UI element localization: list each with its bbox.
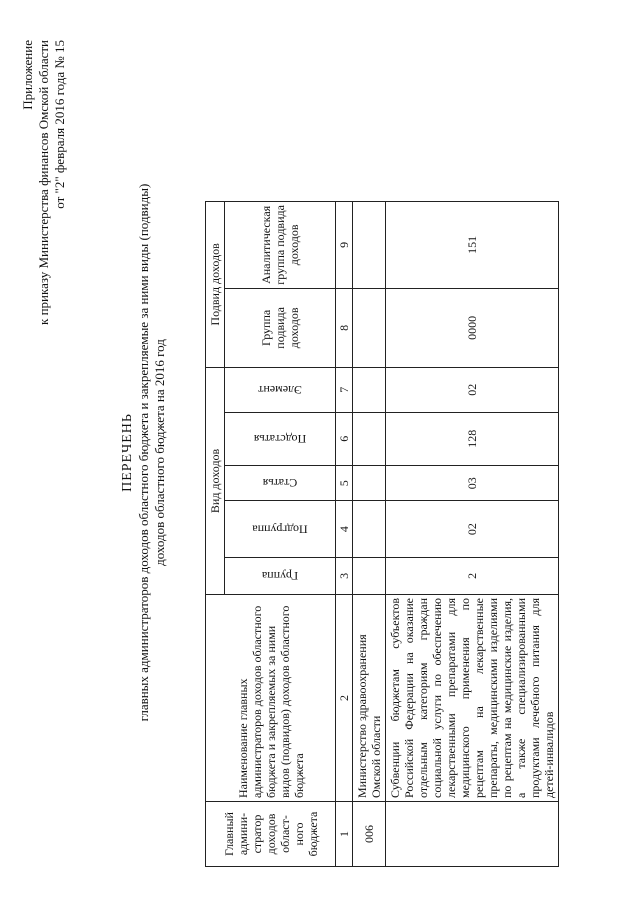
col-num: 7 <box>336 367 353 412</box>
col-num: 6 <box>336 412 353 465</box>
header-vid-group: Вид доходов <box>206 367 225 594</box>
title-line-1: главных администраторов доходов областного бюджета и закрепляемые за ними виды (подвиды) <box>136 183 151 722</box>
header-analytic-group: Аналитическая группа подвида доходов <box>225 201 336 288</box>
header-podstatya: Подстатья <box>225 412 336 465</box>
col-num: 1 <box>336 802 353 867</box>
revenue-table <box>205 201 559 867</box>
document-title <box>120 0 168 905</box>
header-admin: Главный админи-стратор доходов област-ного бюджета <box>206 802 336 867</box>
title-line-2: доходов областного бюджета на 2016 год <box>152 339 167 566</box>
header-podgruppa: Подгруппа <box>225 501 336 557</box>
table-row <box>353 201 386 866</box>
code-podvid-gruppa: 0000 <box>386 288 559 367</box>
appendix-block <box>20 40 68 325</box>
col-num: 2 <box>336 595 353 802</box>
admin-name: Министерство здравоохранения Омской области <box>353 595 386 802</box>
appendix-order: к приказу Министерства финансов Омской области <box>36 40 51 325</box>
col-num: 5 <box>336 465 353 501</box>
header-podvid-group: Подвид доходов <box>206 201 225 367</box>
col-num: 9 <box>336 201 353 288</box>
col-num: 4 <box>336 501 353 557</box>
col-num: 8 <box>336 288 353 367</box>
code-analytic-group: 151 <box>386 201 559 288</box>
code-element: 02 <box>386 367 559 412</box>
code-podgruppa: 02 <box>386 501 559 557</box>
header-podvid-gruppa: Группа подвида доходов <box>225 288 336 367</box>
revenue-name: Субвенции бюджетам субъектов Российской Федерации на оказание отдельным категориям граждан социальной услуги по обеспечению лекарственными препаратами для медицинского применения по рецептам на лекарственные препараты, медицинскими изделиями по рецептам на медицинские изделия, а также специализированными продуктами лечебного питания для детей-инвалидов <box>386 595 559 802</box>
appendix-date: от "2" февраля 2016 года № 15 <box>52 40 67 209</box>
appendix-label: Приложение <box>20 40 35 110</box>
header-gruppa: Группа <box>225 557 336 594</box>
table-row <box>386 201 559 866</box>
header-name: Наименование главных администраторов доходов областного бюджета и закрепляемых за ними видов (подвидов) доходов областного бюджета <box>206 595 336 802</box>
admin-code: 006 <box>353 802 386 867</box>
header-element: Элемент <box>225 367 336 412</box>
title-heading: ПЕРЕЧЕНЬ <box>120 413 135 492</box>
column-number-row <box>336 201 353 866</box>
code-gruppa: 2 <box>386 557 559 594</box>
code-statya: 03 <box>386 465 559 501</box>
code-podstatya: 128 <box>386 412 559 465</box>
col-num: 3 <box>336 557 353 594</box>
header-statya: Статья <box>225 465 336 501</box>
